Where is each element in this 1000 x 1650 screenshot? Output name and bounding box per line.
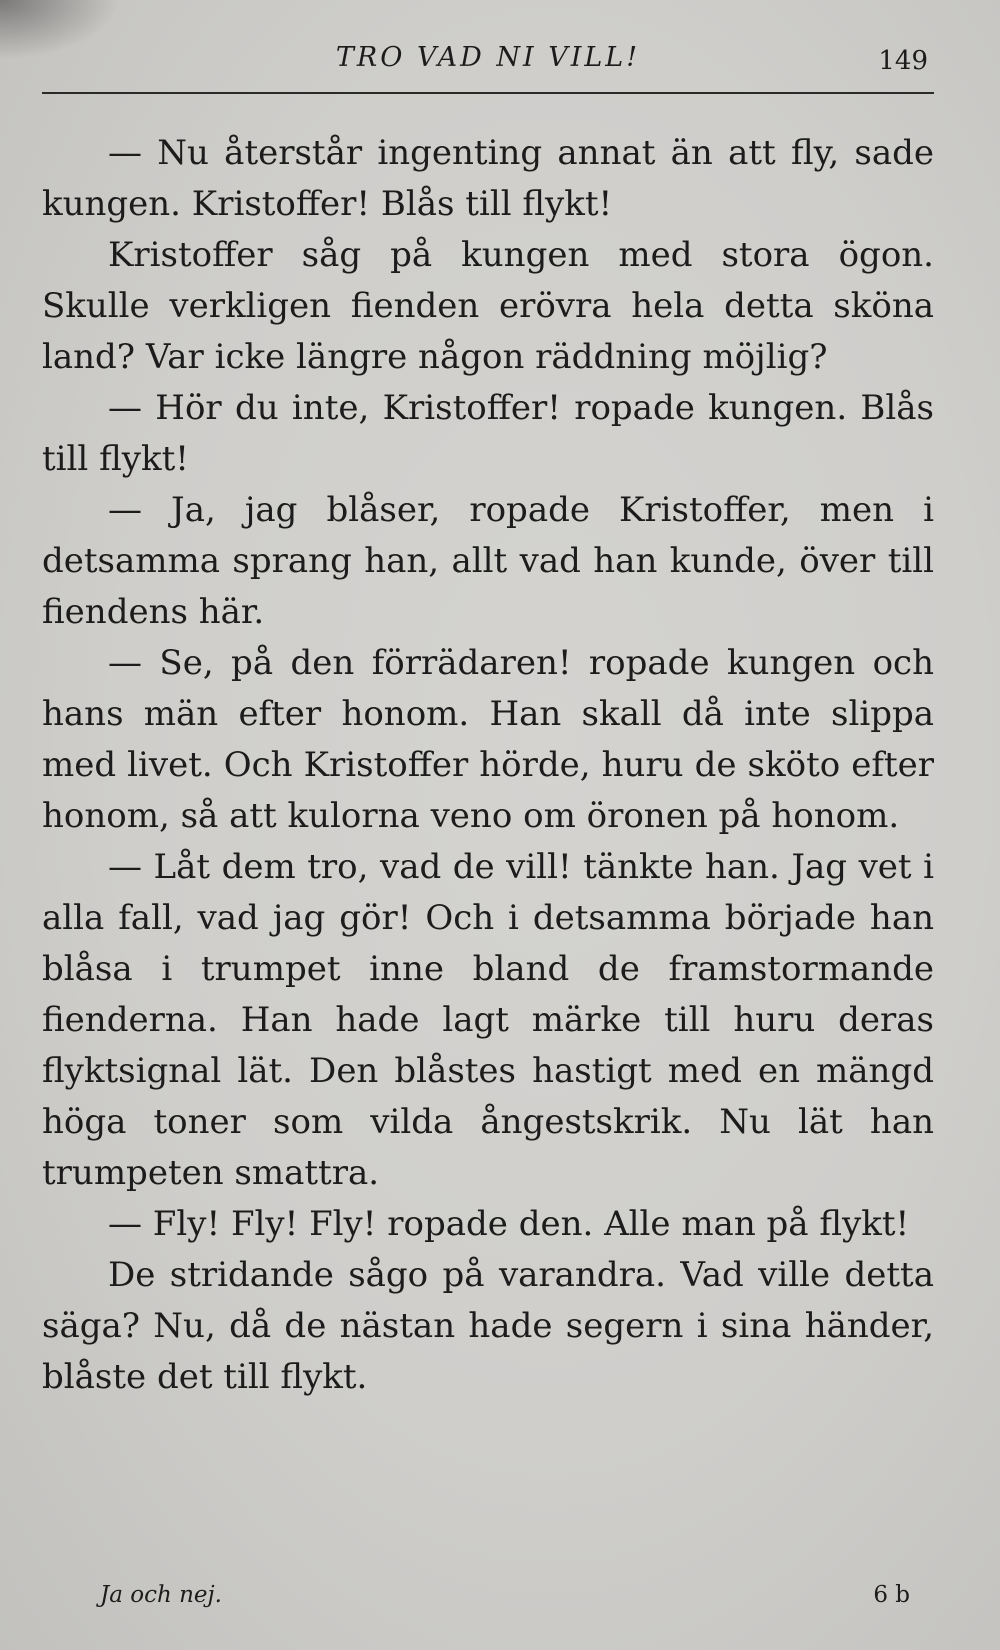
body-text <box>42 128 934 1403</box>
paragraph: — Låt dem tro, vad de vill! tänkte han. Jag vet i alla fall, vad jag gör! Och i detsamma började han blåsa i trumpet inne bland de framstormande fienderna. Han hade lagt märke till huru deras flyktsignal lät. Den blåstes hastigt med en mängd höga toner som vilda ångestskrik. Nu lät han trumpeten smattra. <box>42 847 934 1193</box>
paragraph: Kristoffer såg på kungen med stora ögon. Skulle verkligen fienden erövra hela detta sköna land? Var icke längre någon räddning möjlig? <box>42 235 934 377</box>
sheet-mark: 6 b <box>873 1582 910 1608</box>
header-rule <box>42 92 934 94</box>
paragraph: De stridande sågo på varandra. Vad ville detta säga? Nu, då de nästan hade segern i sina händer, blåste det till flykt. <box>42 1255 934 1397</box>
paragraph: — Se, på den förrädaren! ropade kungen och hans män efter honom. Han skall då inte slippa med livet. Och Kristoffer hörde, huru de sköto efter honom, så att kulorna veno om öronen på honom. <box>42 643 934 836</box>
paragraph: — Nu återstår ingenting annat än att fly, sade kungen. Kristoffer! Blås till flykt! <box>42 133 934 224</box>
signature-title: Ja och nej. <box>100 1582 222 1608</box>
page-number: 149 <box>878 46 928 76</box>
paragraph: — Fly! Fly! Fly! ropade den. Alle man på flykt! <box>108 1204 910 1244</box>
paragraph: — Ja, jag blåser, ropade Kristoffer, men i detsamma sprang han, allt vad han kunde, över till fiendens här. <box>42 490 934 632</box>
running-head <box>42 42 934 82</box>
page-footer <box>100 1582 910 1622</box>
paragraph: — Hör du inte, Kristoffer! ropade kungen. Blås till flykt! <box>42 388 934 479</box>
running-title: TRO VAD NI VILL! <box>335 42 641 73</box>
